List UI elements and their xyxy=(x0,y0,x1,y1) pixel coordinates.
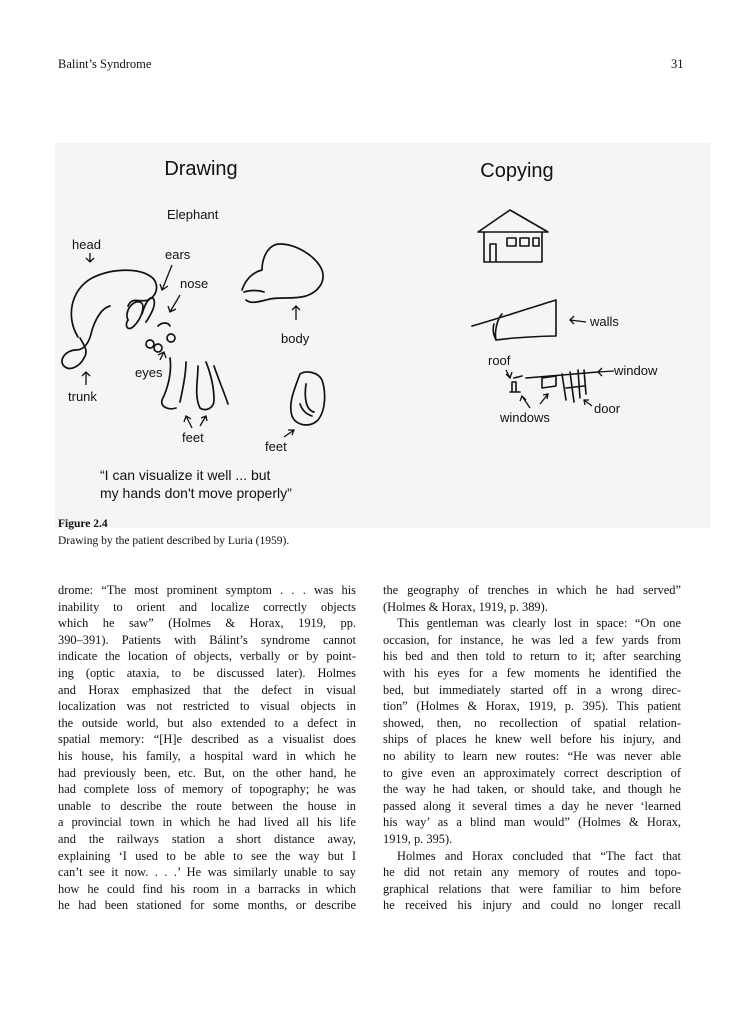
drawing-title: Drawing xyxy=(164,158,238,180)
text-line: indicate the location of objects, verbally or by point- xyxy=(58,649,356,664)
text-line: ing (optic ataxia, to be discussed later). Holmes xyxy=(58,665,356,680)
text-line: spatial memory: “[H]e described as a visualist does xyxy=(58,732,356,747)
sketch-elephant-head xyxy=(71,270,156,337)
text-line: localization was not restricted to visual objects in xyxy=(58,699,356,714)
label-walls: walls xyxy=(590,314,619,329)
text-line: tion” (Holmes & Horax, 1919, p. 395). This patient xyxy=(383,699,681,714)
text-line: ships of places he knew well before his injury, and xyxy=(383,732,681,747)
text-line: his house, his family, a hospital ward in which he xyxy=(58,748,356,763)
label-windows: windows xyxy=(500,410,550,425)
sketch-house-window-1 xyxy=(507,238,516,246)
text-line: had complete loss of memory of topography; he was xyxy=(58,782,356,797)
text-line: unable to describe the route between the house in xyxy=(58,798,356,813)
sketch-elephant-feet-1 xyxy=(162,358,228,410)
sketch-elephant-nose xyxy=(158,323,170,326)
label-feet-2: feet xyxy=(265,439,287,454)
text-line: his bed and then told to return to it; after searching xyxy=(383,649,681,664)
text-line: This gentleman was clearly lost in space: “On one xyxy=(397,616,681,631)
copying-arrows xyxy=(506,316,614,408)
text-line: he did not retain any memory of routes and topo- xyxy=(383,865,681,880)
quote-line-2: my hands don't move properly” xyxy=(100,485,292,501)
label-elephant: Elephant xyxy=(167,207,219,222)
body-right-column xyxy=(383,582,681,914)
sketch-elephant-eye-1 xyxy=(146,340,154,348)
text-line: the geography of trenches in which he had served” xyxy=(383,583,681,597)
text-line: drome: “The most prominent symptom . . . was his xyxy=(58,583,356,597)
page-number: 31 xyxy=(671,57,684,71)
text-line: bed, but immediately started off in a wrong direc- xyxy=(383,682,681,697)
text-line: the way he had taken, or should take, and though he xyxy=(383,782,681,797)
text-line: which he saw” (Holmes & Horax, 1919, pp. xyxy=(58,616,356,631)
sketch-elephant-eye-3 xyxy=(167,334,175,342)
sketch-elephant-eye-2 xyxy=(154,344,162,352)
running-head: Balint’s Syndrome xyxy=(58,57,152,71)
copying-title: Copying xyxy=(480,160,554,182)
label-roof: roof xyxy=(488,353,511,368)
text-line: to give even an approximately correct description of xyxy=(383,765,681,780)
text-line: explaining ‘I used to be able to see the way but I xyxy=(58,848,356,863)
sketch-house-window-2 xyxy=(520,238,529,246)
label-eyes: eyes xyxy=(135,365,163,380)
text-line: 1919, p. 395). xyxy=(383,831,453,846)
sketch-reference-house xyxy=(478,210,548,262)
text-line: graphical relations that were familiar to him before xyxy=(383,881,681,896)
text-line: he received his injury and could no longer recall xyxy=(383,898,681,913)
text-line: his way’ as a blind man would” (Holmes & Horax, xyxy=(383,815,681,830)
label-window: window xyxy=(614,363,658,378)
text-line: had previously been, etc. But, on the other hand, he xyxy=(58,765,356,780)
text-line: inability to orient and localize correctly objects xyxy=(58,599,356,614)
quote-line-1: “I can visualize it well ... but xyxy=(100,467,271,483)
text-line: he had been stationed for some months, or describe xyxy=(58,898,356,913)
text-line: no ability to learn new routes: “He was never able xyxy=(383,748,681,763)
text-line: can’t see it now. . . .’ He was similarly unable to say xyxy=(58,865,356,880)
text-line: and Horax emphasized that the defect in visual xyxy=(58,682,356,697)
figure-caption-label: Figure 2.4 xyxy=(58,518,108,530)
label-head: head xyxy=(72,237,101,252)
text-line: Holmes and Horax concluded that “The fact that xyxy=(397,848,681,863)
text-line: how he could find his room in a barracks in which xyxy=(58,881,356,896)
text-line: with his eyes for a few moments he identified the xyxy=(383,665,681,680)
sketch-elephant-body xyxy=(242,244,323,302)
label-body: body xyxy=(281,331,310,346)
sketch-house-window-3 xyxy=(533,238,539,246)
text-line: (Holmes & Horax, 1919, p. 389). xyxy=(383,599,548,614)
text-line: passed along it several times a day he never ‘learned xyxy=(383,798,681,813)
sketch-elephant-trunk xyxy=(62,306,110,368)
text-line: 390–391). Patients with Bálint’s syndrome cannot xyxy=(58,632,356,647)
figure-caption-text: Drawing by the patient described by Luria (1959). xyxy=(58,535,290,547)
body-left-column xyxy=(58,582,356,914)
sketch-copy-walls xyxy=(472,300,556,340)
text-line: the outside world, but also extended to a defect in xyxy=(58,715,356,730)
text-line: showed, then, no recollection of spatial relation- xyxy=(383,715,681,730)
label-feet-1: feet xyxy=(182,430,204,445)
label-door: door xyxy=(594,401,621,416)
label-trunk: trunk xyxy=(68,389,97,404)
text-line: occasion, for instance, he was led a few yards from xyxy=(383,632,681,647)
sketch-elephant-feet-2 xyxy=(291,372,325,425)
label-nose: nose xyxy=(180,276,209,291)
text-line: a provincial town in which he had lived all his life xyxy=(58,815,356,830)
label-ears: ears xyxy=(165,247,191,262)
text-line: and the railways station a short distance away, xyxy=(58,831,356,846)
